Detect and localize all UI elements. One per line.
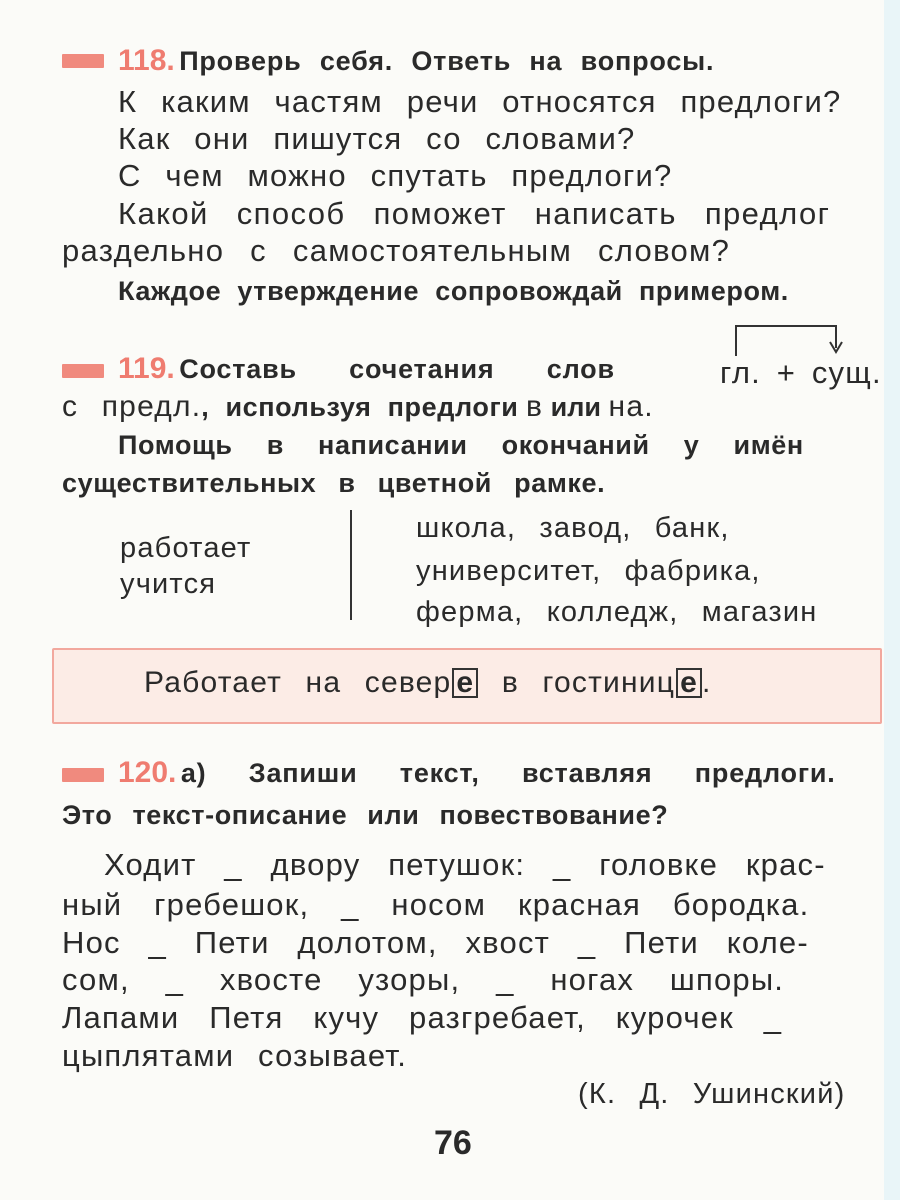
page-edge-strip [884,0,900,1200]
ex118-header [118,44,714,78]
ex118-title: Проверь себя. Ответь на вопросы. [179,46,715,76]
verb-2: учится [120,568,217,600]
exercise-marker [62,54,104,68]
rule-text-1: Работает на север [144,666,452,699]
ex119-prep-note: с предл. [62,390,202,423]
rule-example [144,666,712,700]
ex118-question-4: Какой способ поможет написать предлог [118,196,831,231]
column-divider [350,510,352,620]
text-line-5: Лапами Петя кучу разгребает, курочек _ [62,1000,783,1035]
ex119-formula: гл. + сущ. [720,355,882,390]
verb-1: работает [120,532,252,564]
noun-line-3: ферма, колледж, магазин [416,596,818,628]
text-line-6: цыплятами созывает. [62,1038,408,1073]
text-line-2: ный гребешок, _ носом красная бородка. [62,887,810,922]
formula-arrow-icon [728,322,848,358]
text-line-4: сом, _ хвосте узоры, _ ногах шпоры. [62,962,785,997]
text-line-1: Ходит _ двору петушок: _ головке крас- [104,847,826,882]
ex119-line2-text: , используя предлоги [201,392,519,422]
exercise-marker [62,768,104,782]
noun-line-2: университет, фабрика, [416,555,761,587]
ex119-prep-v: в [526,390,544,423]
ex119-line-2 [62,390,654,424]
noun-line-1: школа, завод, банк, [416,512,730,544]
ex118-question-2: Как они пишутся со словами? [118,121,636,156]
ex120-title-b: Это текст-описание или повествование? [62,800,669,830]
ex120-title-a: а) Запиши текст, вставляя предлоги. [180,758,836,788]
ex119-number: 119. [118,352,175,385]
ex118-number: 118. [118,44,175,77]
ex119-title: Составь сочетания слов [179,354,615,384]
ex119-prep-na: на. [608,390,654,423]
ex118-question-5: раздельно с самостоятельным словом? [62,233,731,268]
ex119-or: или [550,392,602,422]
ex119-line-3: Помощь в написании окончаний у имён [118,430,804,460]
ex119-header [118,352,615,386]
ex120-header [118,756,836,790]
exercise-marker [62,364,104,378]
rule-text-3: . [701,666,712,699]
ending-box: е [676,668,702,698]
text-line-3: Нос _ Пети долотом, хвост _ Пети коле- [62,925,809,960]
ex118-question-3: С чем можно спутать предлоги? [118,158,673,193]
page-number: 76 [434,1124,472,1162]
ex120-number: 120. [118,756,177,789]
ending-box: е [452,668,478,698]
author: (К. Д. Ушинский) [578,1078,846,1110]
ex119-line-4: существительных в цветной рамке. [62,468,606,498]
ex118-instruction: Каждое утверждение сопровождай примером. [118,276,789,306]
rule-text-2: в гостиниц [478,666,676,699]
ex118-question-1: К каким частям речи относятся предлоги? [118,84,842,119]
